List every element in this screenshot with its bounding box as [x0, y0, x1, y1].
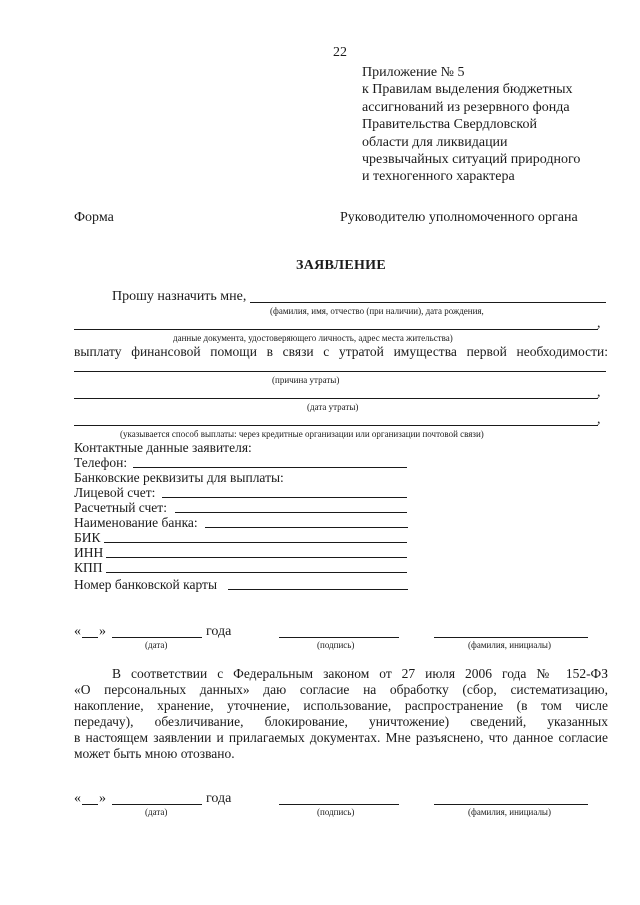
day-field[interactable]	[82, 804, 98, 805]
fio-caption: (фамилия, имя, отчество (при наличии), дата рождения,	[270, 306, 484, 316]
card-number-label: Номер банковской карты	[74, 577, 218, 592]
personal-account-label: Лицевой счет:	[74, 485, 156, 500]
settlement-account-field[interactable]	[175, 512, 407, 513]
name-caption: (фамилия, инициалы)	[468, 807, 551, 817]
bank-name-label: Наименование банка:	[74, 515, 198, 530]
method-line[interactable]	[74, 425, 598, 426]
date-loss-caption: (дата утраты)	[307, 402, 359, 412]
annex-line: Правительства Свердловской	[362, 117, 537, 133]
bik-label: БИК	[74, 530, 101, 545]
consent-line: передачу), обезличивание, блокирование, уничтожение) сведений, указанных	[74, 714, 608, 729]
bank-name-field[interactable]	[205, 527, 408, 528]
annex-line: ассигнований из резервного фонда	[362, 99, 570, 115]
phone-label: Телефон:	[74, 455, 128, 470]
year-word: года	[206, 624, 232, 639]
date-caption: (дата)	[145, 807, 168, 817]
kpp-field[interactable]	[106, 572, 407, 573]
consent-line: «О персональных данных» даю согласие на обработку (сбор, систематизацию,	[74, 682, 608, 697]
method-caption: (указывается способ выплаты: через кредитные организации или организации почтовой связи)	[120, 429, 484, 439]
annex-block	[362, 64, 580, 186]
month-field[interactable]	[112, 637, 202, 638]
date-quote-open: «	[74, 624, 81, 639]
date-caption: (дата)	[145, 640, 168, 650]
doc-caption: данные документа, удостоверяющего личность, адрес места жительства)	[173, 333, 453, 343]
doc-line[interactable]	[74, 329, 598, 330]
reason-line[interactable]	[74, 371, 606, 372]
annex-line: области для ликвидации	[362, 134, 508, 150]
personal-account-field[interactable]	[162, 497, 407, 498]
page-number: 22	[333, 45, 347, 60]
consent-line: в настоящем заявлении и прилагаемых документах. Мне разъяснено, что данное согласие	[74, 730, 608, 745]
date-quote-open: «	[74, 791, 81, 806]
settlement-account-label: Расчетный счет:	[74, 500, 167, 515]
document-title: ЗАЯВЛЕНИЕ	[296, 258, 387, 273]
month-field[interactable]	[112, 804, 202, 805]
date-loss-line[interactable]	[74, 398, 598, 399]
consent-line: В соответствии с Федеральным законом от 27 июля 2006 года № 152-ФЗ	[112, 666, 608, 681]
date-quote-close: »	[99, 791, 106, 806]
form-label: Форма	[74, 210, 114, 225]
kpp-label: КПП	[74, 560, 103, 575]
annex-line: и техногенного характера	[362, 169, 515, 185]
annex-line: к Правилам выделения бюджетных	[362, 82, 573, 98]
addressee: Руководителю уполномоченного органа	[340, 210, 578, 225]
fio-line[interactable]	[250, 302, 606, 303]
contacts-label: Контактные данные заявителя:	[74, 440, 252, 455]
signature-field[interactable]	[279, 637, 399, 638]
bik-field[interactable]	[104, 542, 407, 543]
comma: ,	[597, 412, 601, 427]
annex-line: Приложение № 5	[362, 65, 465, 80]
name-field[interactable]	[434, 804, 588, 805]
bank-details-label: Банковские реквизиты для выплаты:	[74, 470, 284, 485]
inn-field[interactable]	[106, 557, 407, 558]
card-number-field[interactable]	[228, 589, 408, 590]
reason-caption: (причина утраты)	[272, 375, 340, 385]
request-text: Прошу назначить мне,	[112, 289, 247, 304]
signature-caption: (подпись)	[317, 807, 355, 817]
day-field[interactable]	[82, 637, 98, 638]
comma: ,	[597, 316, 601, 331]
phone-field[interactable]	[133, 467, 407, 468]
signature-caption: (подпись)	[317, 640, 355, 650]
signature-field[interactable]	[279, 804, 399, 805]
year-word: года	[206, 791, 232, 806]
name-caption: (фамилия, инициалы)	[468, 640, 551, 650]
consent-line: может быть мною отозвано.	[74, 746, 235, 761]
date-quote-close: »	[99, 624, 106, 639]
payment-text: выплату финансовой помощи в связи с утратой имущества первой необходимости:	[74, 344, 608, 359]
consent-line: накопление, хранение, уточнение, использование, распространение (в том числе	[74, 698, 608, 713]
annex-line: чрезвычайных ситуаций природного	[362, 152, 581, 168]
inn-label: ИНН	[74, 545, 104, 560]
comma: ,	[597, 385, 601, 400]
name-field[interactable]	[434, 637, 588, 638]
